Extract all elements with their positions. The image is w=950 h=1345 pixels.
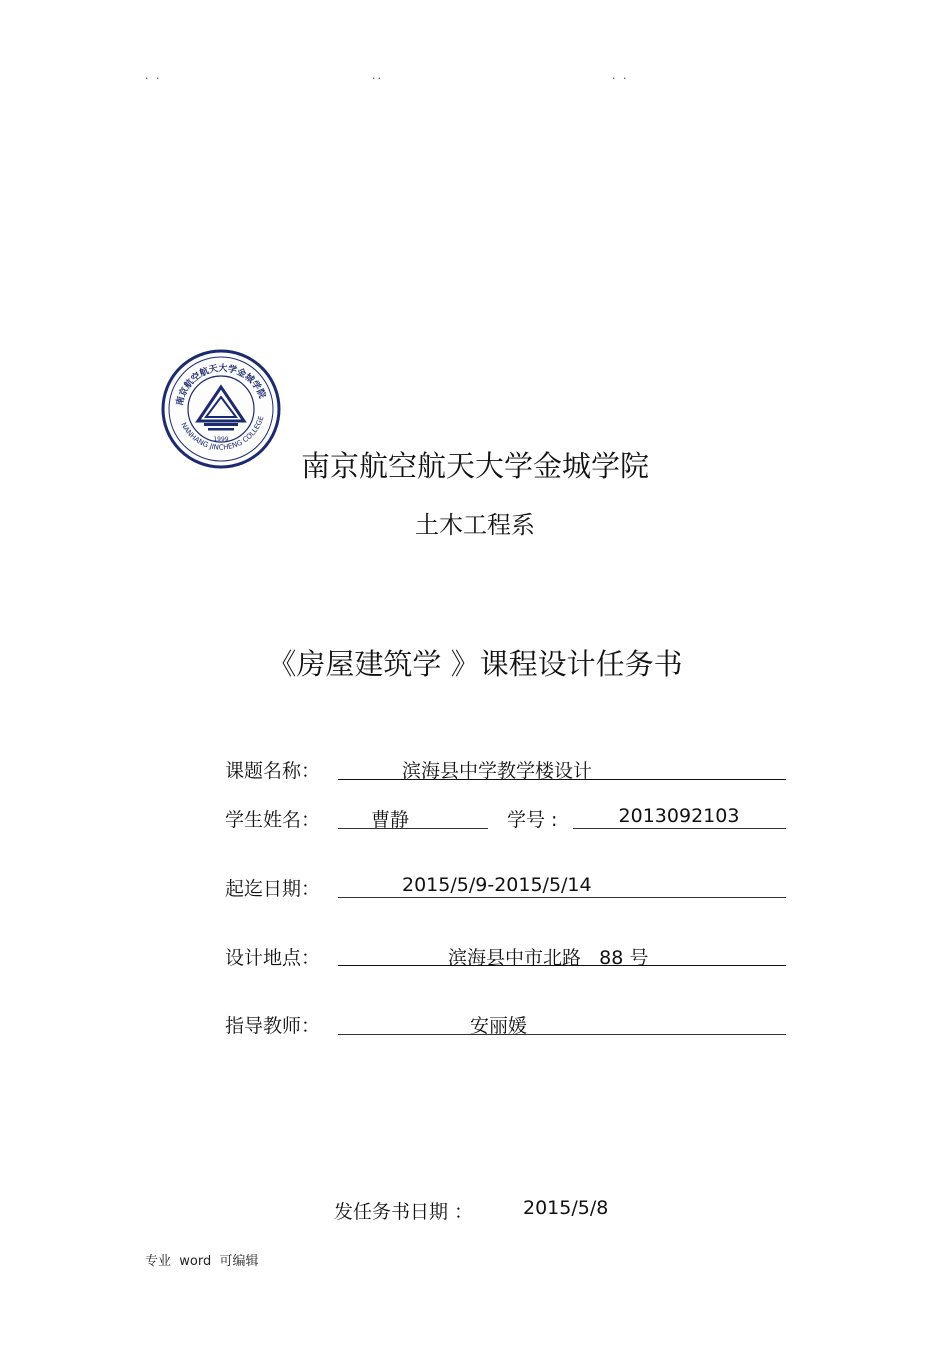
student-label: 学生姓名： [225, 809, 321, 831]
dates-value: 2015/5/9-2015/5/14 [402, 874, 592, 896]
topic-value: 滨海县中学教学楼设计 [402, 760, 593, 782]
student-underline [338, 828, 488, 829]
advisor-value: 安丽媛 [470, 1015, 528, 1037]
student-id-label: 学号 : [507, 809, 558, 831]
document-title: 《房屋建筑学 》课程设计任务书 [267, 647, 683, 681]
advisor-label: 指导教师： [225, 1015, 321, 1037]
seal-year: 1999 [213, 436, 229, 443]
header-mark-right: · · [612, 72, 629, 85]
location-value: 滨海县中市北路 88 号 [448, 947, 649, 969]
student-value: 曹静 [370, 809, 409, 831]
topic-label: 课题名称： [225, 760, 321, 782]
dates-label: 起迄日期： [225, 878, 321, 900]
issue-date-label: 发任务书日期 ： [334, 1201, 474, 1223]
dates-underline [338, 897, 786, 898]
header-mark-middle: ·· [372, 72, 383, 85]
topic-underline [338, 779, 786, 780]
header-mark-left: · · [145, 72, 162, 85]
student-id-underline [573, 828, 786, 829]
location-underline [338, 965, 786, 966]
footer-note: 专业 word 可编辑 [145, 1254, 259, 1269]
department-name: 土木工程系 [415, 511, 535, 539]
issue-date-value: 2015/5/8 [523, 1197, 609, 1219]
seal-top-text: 南京航空航天大学金城学院 [175, 363, 267, 407]
university-name: 南京航空航天大学金城学院 [300, 449, 649, 483]
student-id-value: 2013092103 [618, 805, 740, 827]
location-label: 设计地点： [225, 947, 321, 969]
advisor-underline [338, 1034, 786, 1035]
seal-bottom-text: NANHANG JINCHENG COLLEGE [179, 415, 266, 452]
